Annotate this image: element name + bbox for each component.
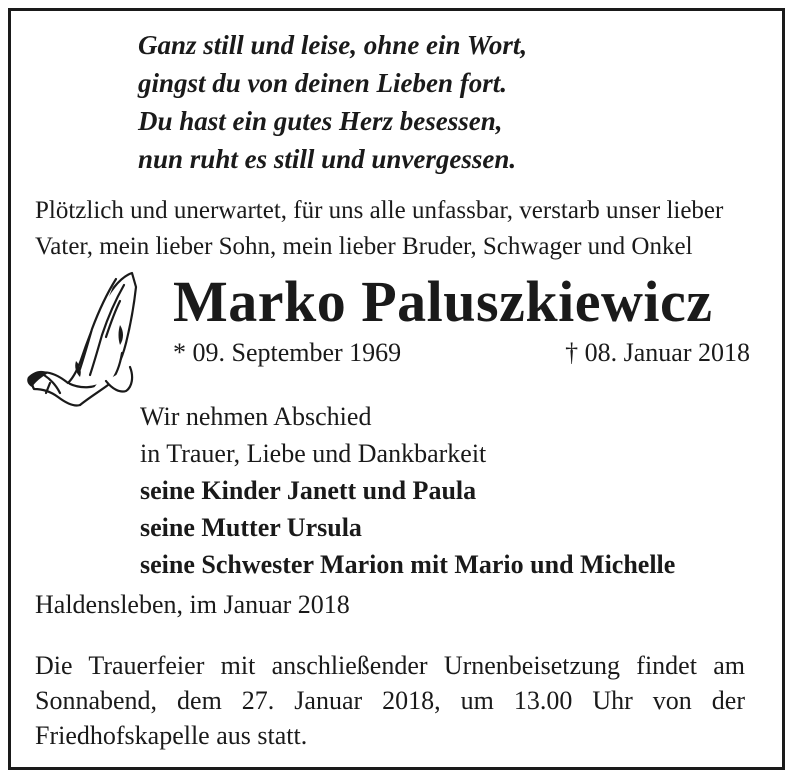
poem-line: gingst du von deinen Lieben fort. [138, 68, 508, 98]
place-date: Haldensleben, im Januar 2018 [35, 590, 350, 619]
mourners-line: in Trauer, Liebe und Dankbarkeit [140, 439, 487, 468]
family-line: seine Mutter Ursula [140, 513, 362, 542]
poem-line: Ganz still und leise, ohne ein Wort, [138, 30, 528, 60]
poem [138, 26, 527, 178]
death-date: † 08. Januar 2018 [565, 338, 750, 367]
mourners-block [140, 398, 675, 583]
poem-line: Du hast ein gutes Herz besessen, [138, 106, 503, 136]
poem-line: nun ruht es still und unvergessen. [138, 144, 517, 174]
deceased-name: Marko Paluszkiewicz [173, 269, 713, 334]
praying-hands-icon [20, 265, 145, 415]
intro-text [35, 193, 723, 265]
birth-date: * 09. September 1969 [173, 338, 402, 367]
intro-line: Vater, mein lieber Sohn, mein lieber Bruder, Schwager und Onkel [35, 233, 693, 260]
funeral-notice: Die Trauerfeier mit anschließender Urnenbeisetzung findet am Sonnabend, dem 27. Januar 2018, um 13.00 Uhr von der Friedhofskapelle aus statt. [35, 651, 745, 750]
mourners-line: Wir nehmen Abschied [140, 402, 372, 431]
family-line: seine Kinder Janett und Paula [140, 476, 477, 505]
family-line: seine Schwester Marion mit Mario und Michelle [140, 550, 676, 579]
intro-line: Plötzlich und unerwartet, für uns alle unfassbar, verstarb unser lieber [35, 197, 724, 224]
